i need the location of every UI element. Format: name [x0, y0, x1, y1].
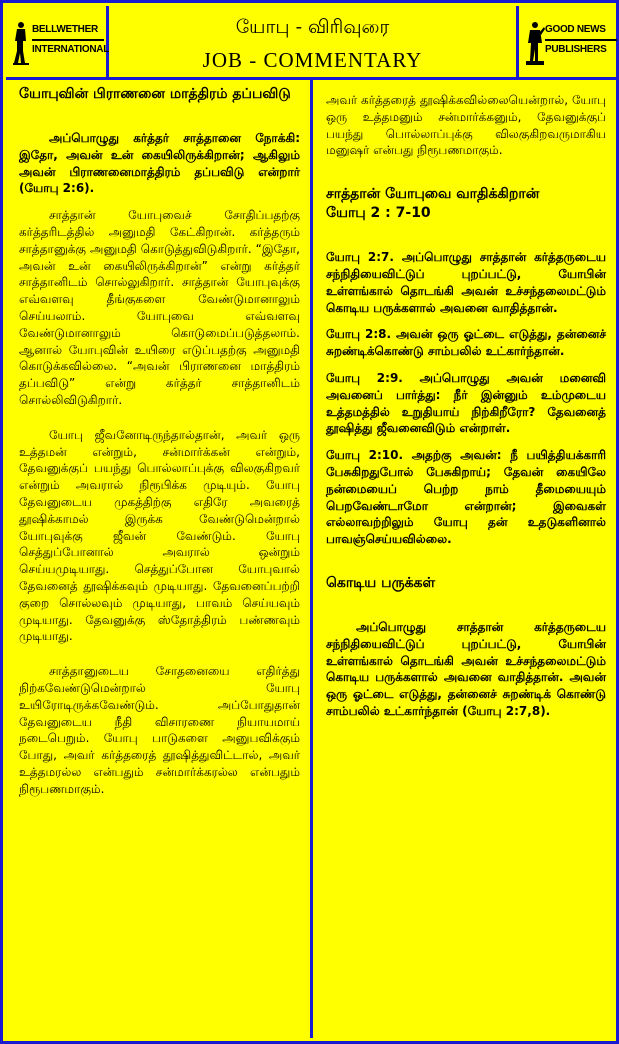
commentary-paragraph: சாத்தானுடைய சோதனையை எதிர்த்து நிற்கவேண்டுமென்றால் யோபு உயிரோடிருக்கவேண்டும். அப்போதுதான் தேவனுடைய நீதி விசாரணை நியாயமாய் நடைபெறும். யோபு பாடுகளை அனுபவிக்கும் போது, அவர் கர்த்தரைத் தூஷித்துவிட்டால், அவர் உத்தமரல்ல என்பதும் சன்மார்க்கரல்ல என்பதும் நிரூபணமாகும். — [19, 664, 300, 796]
page-title-english: JOB - COMMENTARY — [202, 48, 423, 72]
logo-line-2: INTERNATIONAL — [32, 39, 104, 59]
scripture-verse: யோபு 2:10. அதற்கு அவன்: நீ பயித்தியக்காரி பேசுகிறதுபோல் பேசுகிறாய்; தேவன் கையிலே நன்மையைப் பெற்ற நாம் தீமையையும் பெறவேண்டாமோ என்றான்; இவைகள் எல்லாவற்றிலும் யோபு தன் உதடுகளினால் பாவஞ்செய்யவில்லை. — [326, 448, 606, 547]
scripture-verse: அப்பொழுது கர்த்தர் சாத்தானை நோக்கி: இதோ, அவன் உன் கையிலிருக்கிறான்; ஆகிலும் அவன் பிராணனைமாத்திரம் தப்பவிடு என்றார் (யோபு 2:6). — [19, 131, 300, 196]
section-heading-reference: யோபு 2 : 7-10 — [326, 205, 431, 222]
right-column — [313, 80, 619, 1038]
scripture-verse: யோபு 2:7. அப்பொழுது சாத்தான் கர்த்தருடைய சந்நிதியைவிட்டுப் புறப்பட்டு, யோபின் உள்ளங்கால் தொடங்கி அவன் உச்சந்தலைமட்டும் கொடிய பருக்களால் அவனை வாதித்தான். — [326, 250, 606, 315]
commentary-paragraph: சாத்தான் யோபுவைச் சோதிப்பதற்கு கர்த்தரிடத்தில் அனுமதி கேட்கிறான். கர்த்தரும் சாத்தானுக்கு அனுமதி கொடுத்துவிடுகிறார். “இதோ, அவன் உன் கையிலிருக்கிறான்” என்று கர்த்தர் சாத்தானிடம் சொல்லுகிறார். சாத்தான் யோபுவுக்கு எவ்வளவு தீங்குகளை வேண்டுமானாலும் செய்யலாம். யோபுவை எவ்வளவு வேண்டுமானாலும் கொடுமைப்படுத்தலாம். ஆனால் யோபுவின் உயிரை எடுப்பதற்கு அனுமதி கொடுக்கவில்லை. “அவன் பிராணனை மாத்திரம் தப்பவிடு” என்று கர்த்தர் சாத்தானிடம் சொல்லிவிடுகிறார். — [19, 208, 300, 407]
logo-line-1: GOOD NEWS — [545, 24, 606, 35]
title-area — [112, 6, 513, 77]
good-news-figure-icon — [525, 21, 545, 65]
good-news-logo — [516, 6, 619, 77]
bellwether-figure-icon — [12, 21, 30, 65]
page-title-tamil: யோபு - விரிவுரை — [235, 16, 390, 38]
scripture-verse: யோபு 2:9. அப்பொழுது அவன் மனைவி அவனைப் பார்த்து: நீர் இன்னும் உம்முடைய உத்தமத்தில் உறுதியாய் நிற்கிறீரோ? தேவனைத் தூஷித்து ஜீவனைவிடும் என்றாள். — [326, 370, 606, 436]
section-heading: யோபுவின் பிராணனை மாத்திரம் தப்பவிடு — [19, 86, 291, 102]
scripture-verse: யோபு 2:8. அவன் ஒரு ஓட்டை எடுத்து, தன்னைச் சுறண்டிக்கொண்டு சாம்பலில் உட்கார்ந்தான். — [326, 327, 606, 359]
logo-line-1: BELLWETHER — [32, 24, 98, 35]
section-heading: கொடிய பருக்கள் — [326, 574, 436, 591]
commentary-paragraph: யோபு ஜீவனோடிருந்தால்தான், அவர் ஒரு உத்தமன் என்றும், சன்மார்க்கன் என்றும், தேவனுக்குப் பயந்து பொல்லாப்புக்கு விலகுகிறவர் என்றும் அவரால் நிரூபிக்க முடியும். யோபு தேவனுடைய முகத்திற்கு எதிரே அவரைத் தூஷிக்காமல் இருக்க வேண்டுமென்றால் யோபுவுக்கு ஜீவன் வேண்டும். யோபு செத்துப்போனால் அவரால் ஒன்றும் செய்யமுடியாது. செத்துப்போன யோபுவால் தேவனைத் தூஷிக்கவும் முடியாது. தேவனைப்பற்றி குறை சொல்லவும் முடியாது, பாவம் செய்யவும் முடியாது. தேவனுக்கு ஸ்தோத்திரம் பண்ணவும் முடியாது. — [19, 427, 300, 644]
scripture-verse: அப்பொழுது சாத்தான் கர்த்தருடைய சந்நிதியைவிட்டுப் புறப்பட்டு, யோபின் உள்ளங்கால் தொடங்கி அவன் உச்சந்தலைமட்டும் கொடிய பருக்களால் அவனை வாதித்தான். அவன் ஒரு ஓட்டை எடுத்து, தன்னைச் சுறண்டிக் கொண்டு சாம்பலில் உட்கார்ந்தான் (யோபு 2:7,8). — [326, 619, 606, 718]
logo-line-2: PUBLISHERS — [545, 39, 617, 59]
page-header — [6, 6, 619, 80]
bellwether-logo — [6, 6, 109, 77]
commentary-paragraph: அவர் கர்த்தரைத் தூஷிக்கவில்லையென்றால், யோபு ஒரு உத்தமனும் சன்மார்க்கனும், தேவனுக்குப் பயந்து பொல்லாப்புக்கு விலகுகிறவருமாகிய மனுஷர் என்பது நிரூபணமாகும். — [326, 93, 606, 158]
left-column — [6, 80, 313, 1038]
section-heading: சாத்தான் யோபுவை வாதிக்கிறான் — [326, 186, 540, 203]
